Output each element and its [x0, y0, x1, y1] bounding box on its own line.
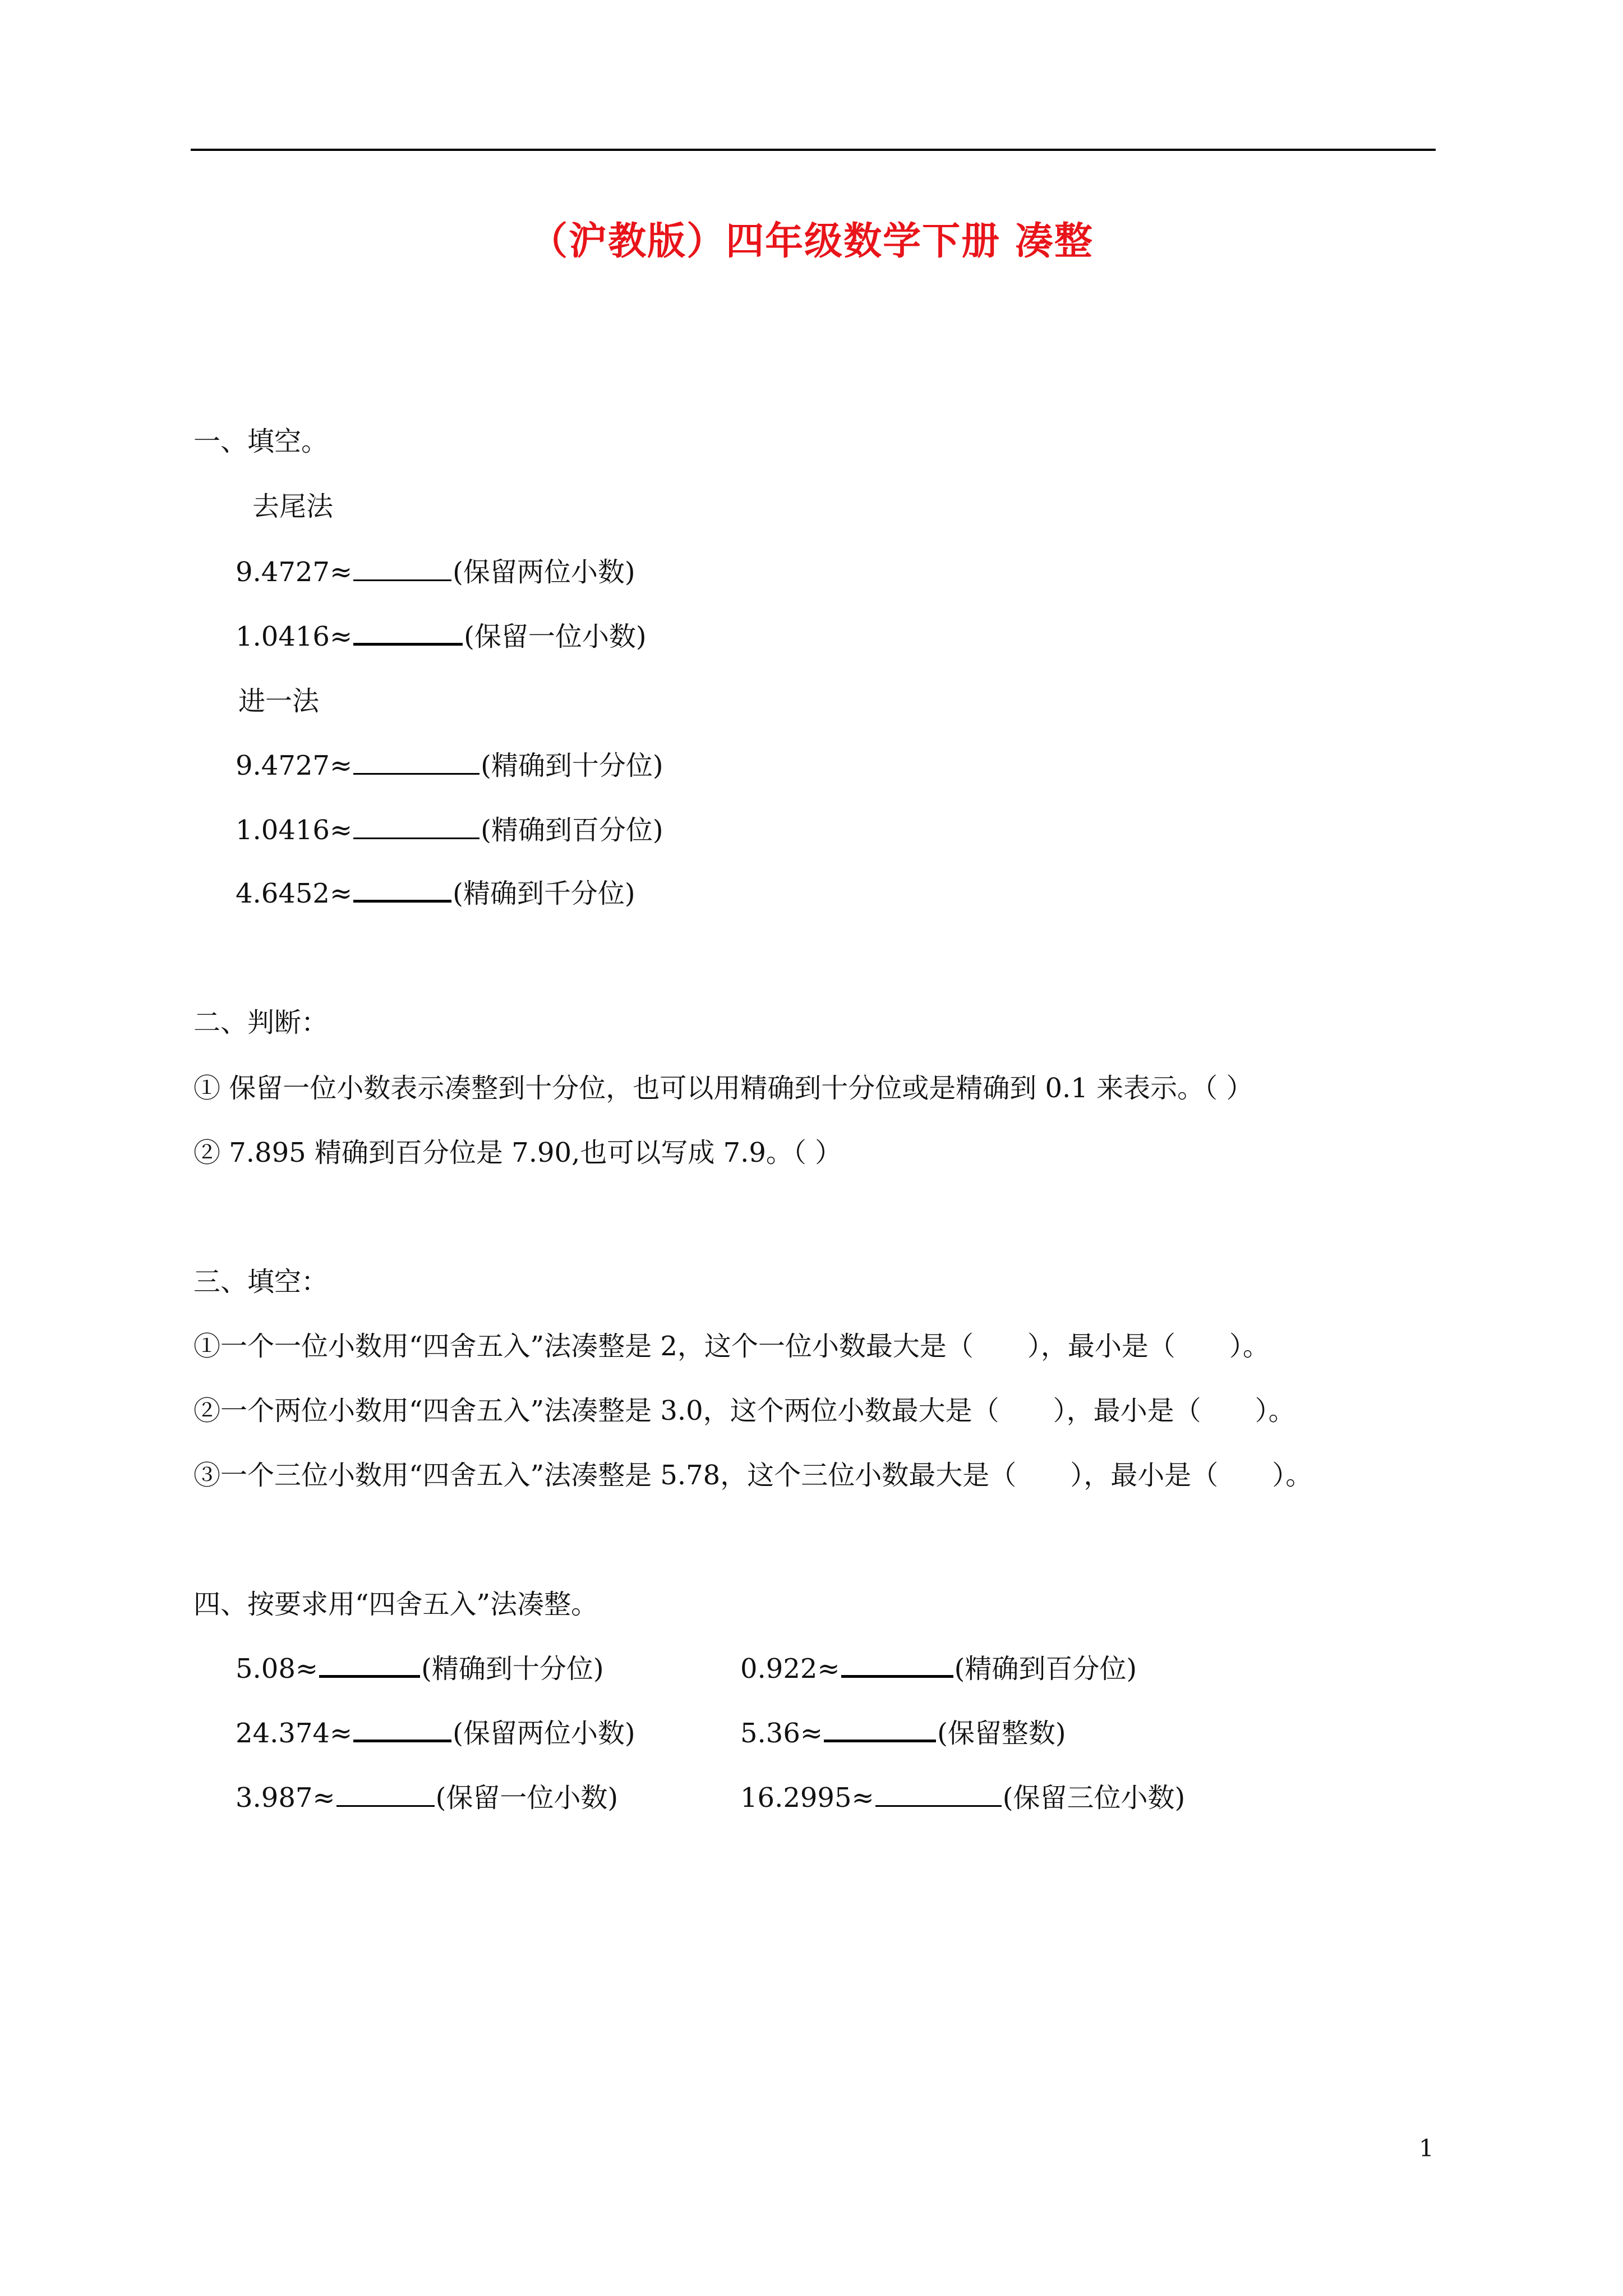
page-number: 1 — [1419, 2134, 1434, 2162]
answer-blank[interactable] — [319, 1650, 420, 1678]
question-lhs: 9.4727≈ — [236, 556, 353, 588]
judgement-1: ① 保留一位小数表示凑整到十分位，也可以用精确到十分位或是精确到 0.1 来表示。（ ） — [193, 1073, 1253, 1104]
answer-blank[interactable] — [875, 1780, 1002, 1807]
question-rhs: (保留整数) — [937, 1718, 1066, 1749]
header-rule — [191, 149, 1436, 151]
question-lhs: 3.987≈ — [236, 1782, 335, 1814]
question-1-1 — [236, 553, 635, 592]
question-rhs: (保留两位小数) — [453, 556, 635, 588]
rounding-item-2b — [740, 1714, 1066, 1753]
section-3-heading: 三、填空： — [193, 1266, 329, 1297]
question-1-3 — [236, 746, 663, 785]
question-lhs: 5.36≈ — [740, 1718, 823, 1749]
rounding-item-1b — [740, 1649, 1137, 1688]
question-lhs: 0.922≈ — [740, 1653, 840, 1685]
question-rhs: (精确到百分位) — [954, 1653, 1137, 1685]
rounding-item-3b — [740, 1778, 1185, 1818]
fill-2: ②一个两位小数用“四舍五入”法凑整是 3.0，这个两位小数最大是（ ），最小是（ ）。 — [193, 1395, 1295, 1427]
question-rhs: (保留三位小数) — [1002, 1782, 1186, 1814]
fill-3: ③一个三位小数用“四舍五入”法凑整是 5.78，这个三位小数最大是（ ），最小是（ ）。 — [193, 1460, 1313, 1491]
answer-blank[interactable] — [353, 813, 479, 839]
question-rhs: (保留一位小数) — [435, 1782, 619, 1814]
question-lhs: 5.08≈ — [236, 1653, 319, 1685]
section-2-heading: 二、判断： — [193, 1007, 329, 1038]
question-1-2 — [236, 617, 647, 656]
judgement-2: ② 7.895 精确到百分位是 7.90,也可以写成 7.9。（ ） — [193, 1137, 842, 1168]
answer-blank[interactable] — [353, 1715, 451, 1742]
question-rhs: (精确到百分位) — [481, 815, 663, 846]
section-1-method-round-up: 进一法 — [238, 685, 320, 717]
question-lhs: 1.0416≈ — [236, 621, 353, 652]
rounding-item-2a — [236, 1714, 635, 1753]
answer-blank[interactable] — [336, 1780, 435, 1807]
question-lhs: 4.6452≈ — [236, 878, 353, 909]
question-rhs: (精确到十分位) — [481, 750, 663, 781]
answer-blank[interactable] — [841, 1650, 953, 1678]
fill-1: ①一个一位小数用“四舍五入”法凑整是 2，这个一位小数最大是（ ），最小是（ ）。 — [193, 1331, 1270, 1362]
question-rhs: (精确到十分位) — [421, 1653, 604, 1685]
answer-blank[interactable] — [824, 1715, 936, 1742]
answer-blank[interactable] — [353, 748, 479, 775]
question-lhs: 1.0416≈ — [236, 815, 353, 846]
page-title: （沪教版）四年级数学下册 凑整 — [529, 219, 1094, 264]
question-lhs: 9.4727≈ — [236, 750, 353, 781]
answer-blank[interactable] — [353, 875, 451, 903]
section-1-heading: 一、填空。 — [193, 426, 329, 457]
rounding-item-1a — [236, 1649, 604, 1688]
section-1-method-truncate: 去尾法 — [252, 491, 334, 522]
answer-blank[interactable] — [353, 618, 463, 646]
question-rhs: (保留两位小数) — [453, 1718, 635, 1749]
question-1-5 — [236, 874, 635, 913]
question-lhs: 24.374≈ — [236, 1718, 353, 1749]
question-1-4 — [236, 811, 663, 850]
question-rhs: (保留一位小数) — [464, 621, 647, 652]
section-4-heading: 四、按要求用“四舍五入”法凑整。 — [193, 1589, 598, 1620]
answer-blank[interactable] — [353, 555, 451, 581]
question-lhs: 16.2995≈ — [740, 1782, 874, 1814]
rounding-item-3a — [236, 1778, 618, 1818]
question-rhs: (精确到千分位) — [453, 878, 635, 909]
